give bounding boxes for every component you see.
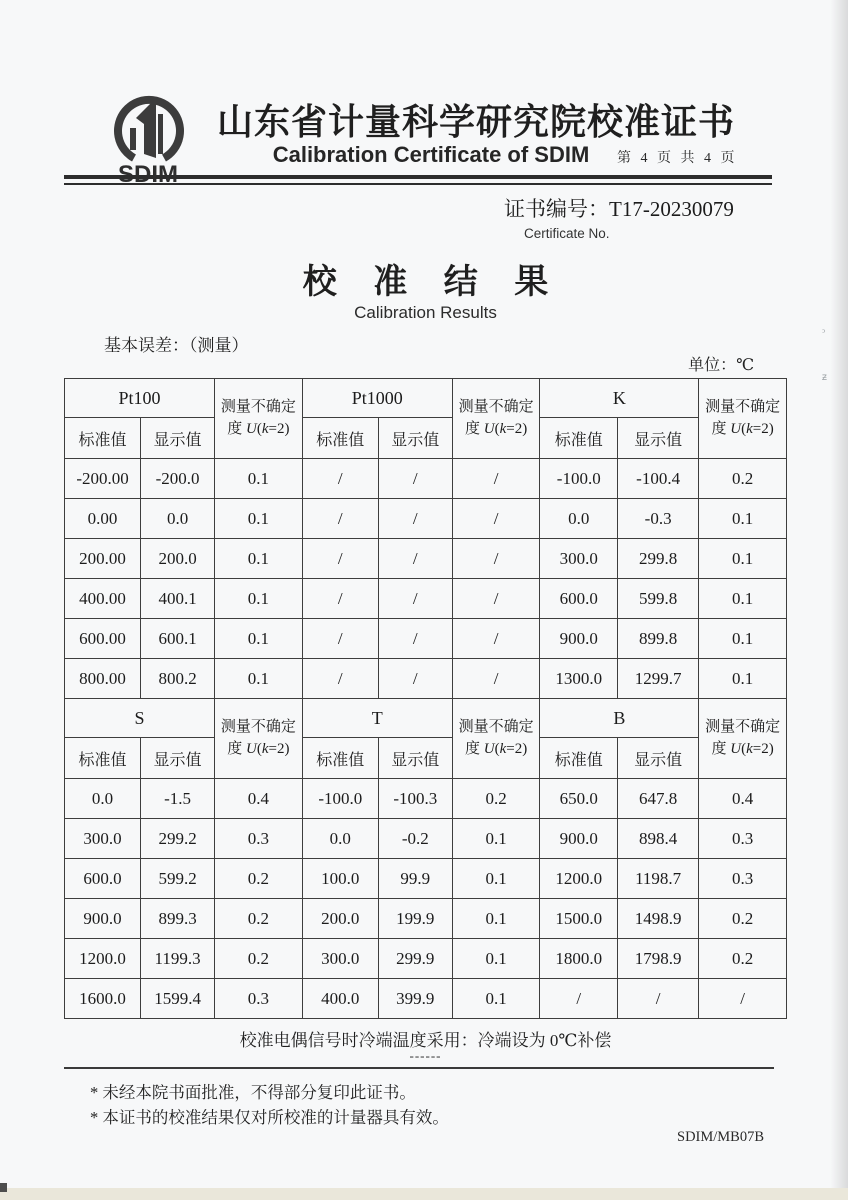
table-cell: / [540, 979, 618, 1019]
separator-dashes: ------ [409, 1048, 442, 1063]
table-cell: 1800.0 [540, 939, 618, 979]
column-group-header: K [540, 379, 699, 418]
certificate-number: 证书编号：T17-20230079 [504, 197, 734, 221]
table-cell: 299.2 [141, 819, 215, 859]
table-cell: 0.1 [699, 619, 787, 659]
footer-note-2: * 本证书的校准结果仅对所校准的计量器具有效。 [90, 1108, 449, 1127]
table-cell: 0.3 [699, 819, 787, 859]
table-cell: 1198.7 [618, 859, 699, 899]
table-cell: 0.2 [215, 899, 303, 939]
table-cell: 0.00 [65, 499, 141, 539]
calibration-results-tables [64, 378, 787, 1019]
measurement-item-label: 基本误差：（测量） [104, 336, 249, 355]
table-cell: 599.8 [618, 579, 699, 619]
table-cell: / [452, 659, 540, 699]
table-cell: 900.0 [540, 819, 618, 859]
table-cell: 0.0 [302, 819, 378, 859]
certificate-title-cn: 山东省计量科学研究院校准证书 [216, 102, 735, 142]
table-cell: 0.1 [699, 499, 787, 539]
table-cell: 0.3 [215, 819, 303, 859]
table-cell: 99.9 [378, 859, 452, 899]
table-cell: 200.0 [302, 899, 378, 939]
table-cell: / [452, 579, 540, 619]
table-cell: -200.0 [141, 459, 215, 499]
column-sub-header: 标准值 [540, 418, 618, 459]
column-sub-header: 标准值 [65, 738, 141, 779]
section-title-en: Calibration Results [354, 303, 497, 322]
table-cell: 0.2 [699, 939, 787, 979]
cold-junction-note: 校准电偶信号时冷端温度采用：冷端设为 0℃补偿 [239, 1031, 612, 1050]
column-sub-header: 显示值 [141, 738, 215, 779]
table-cell: / [302, 539, 378, 579]
table-cell: / [618, 979, 699, 1019]
table-cell: 1200.0 [65, 939, 141, 979]
table-cell: 0.0 [141, 499, 215, 539]
table-row [65, 619, 787, 659]
column-group-header: B [540, 699, 699, 738]
table-row [65, 659, 787, 699]
uncertainty-header: 测量不确定 度 U(k=2) [215, 699, 303, 779]
table-cell: -100.0 [540, 459, 618, 499]
table-cell: -100.0 [302, 779, 378, 819]
table-row [65, 819, 787, 859]
table-cell: / [302, 459, 378, 499]
table-cell: -0.3 [618, 499, 699, 539]
column-sub-header: 显示值 [618, 418, 699, 459]
uncertainty-header: 测量不确定 度 U(k=2) [699, 699, 787, 779]
table-cell: 1599.4 [141, 979, 215, 1019]
table-cell: 0.2 [215, 859, 303, 899]
table-cell: 899.3 [141, 899, 215, 939]
table-cell: 600.0 [540, 579, 618, 619]
table-cell: 900.0 [540, 619, 618, 659]
table-cell: 300.0 [540, 539, 618, 579]
logo-text: SDIM [118, 161, 178, 186]
table-cell: / [378, 539, 452, 579]
table-cell: 899.8 [618, 619, 699, 659]
table-row [65, 539, 787, 579]
table-cell: 299.9 [378, 939, 452, 979]
table-cell: 0.1 [452, 939, 540, 979]
table-cell: 898.4 [618, 819, 699, 859]
unit-label: 单位：℃ [688, 357, 754, 374]
table-cell: -1.5 [141, 779, 215, 819]
column-sub-header: 显示值 [378, 418, 452, 459]
table-row [65, 459, 787, 499]
table-row [65, 899, 787, 939]
certificate-title-en: Calibration Certificate of SDIM [272, 142, 590, 167]
table-cell: / [302, 659, 378, 699]
table-cell: 399.9 [378, 979, 452, 1019]
uncertainty-header: 测量不确定 度 U(k=2) [452, 379, 540, 459]
table-cell: 200.0 [141, 539, 215, 579]
column-sub-header: 标准值 [302, 418, 378, 459]
table-cell: 1600.0 [65, 979, 141, 1019]
column-sub-header: 显示值 [141, 418, 215, 459]
sdim-logo [94, 84, 202, 186]
table-cell: 0.2 [215, 939, 303, 979]
uncertainty-header: 测量不确定 度 U(k=2) [699, 379, 787, 459]
table-cell: 0.1 [215, 579, 303, 619]
column-group-header: S [65, 699, 215, 738]
table-cell: / [452, 459, 540, 499]
table-cell: 800.2 [141, 659, 215, 699]
table-cell: 0.4 [699, 779, 787, 819]
table-cell: / [378, 619, 452, 659]
table-cell: 100.0 [302, 859, 378, 899]
table-row [65, 859, 787, 899]
table-cell: 0.2 [699, 459, 787, 499]
uncertainty-header: 测量不确定 度 U(k=2) [215, 379, 303, 459]
table-cell: 0.1 [452, 899, 540, 939]
scan-edge-shadow [830, 0, 848, 1200]
table-cell: / [699, 979, 787, 1019]
table-cell: 650.0 [540, 779, 618, 819]
table-cell: -100.4 [618, 459, 699, 499]
table-cell: 800.00 [65, 659, 141, 699]
table-cell: 200.00 [65, 539, 141, 579]
scan-bottom-band [0, 1188, 848, 1200]
table-cell: -0.2 [378, 819, 452, 859]
table-cell: / [378, 459, 452, 499]
table-cell: 0.1 [215, 539, 303, 579]
scan-corner-mark [0, 1183, 7, 1192]
column-sub-header: 显示值 [618, 738, 699, 779]
table-cell: / [452, 499, 540, 539]
certificate-number-caption: Certificate No. [524, 226, 610, 241]
column-sub-header: 标准值 [540, 738, 618, 779]
table-cell: 0.0 [540, 499, 618, 539]
table-cell: 600.1 [141, 619, 215, 659]
results-table-1 [64, 378, 787, 699]
table-cell: / [302, 579, 378, 619]
table-cell: 1798.9 [618, 939, 699, 979]
page-number-label: 第 4 页 共 4 页 [617, 151, 738, 166]
table-cell: 0.1 [215, 499, 303, 539]
uncertainty-header: 测量不确定 度 U(k=2) [452, 699, 540, 779]
table-cell: 199.9 [378, 899, 452, 939]
logo-one-shape [136, 98, 156, 158]
table-cell: 1299.7 [618, 659, 699, 699]
table-cell: 600.00 [65, 619, 141, 659]
table-cell: 0.2 [699, 899, 787, 939]
table-cell: -100.3 [378, 779, 452, 819]
column-sub-header: 显示值 [378, 738, 452, 779]
column-group-header: T [302, 699, 452, 738]
table-cell: 400.0 [302, 979, 378, 1019]
header-divider [64, 175, 772, 185]
table-cell: 1200.0 [540, 859, 618, 899]
scan-speck: ᵓ [822, 328, 826, 339]
table-cell: 1498.9 [618, 899, 699, 939]
footer-divider [64, 1067, 774, 1069]
table-cell: 0.1 [452, 979, 540, 1019]
table-cell: 0.3 [215, 979, 303, 1019]
results-table-2 [64, 698, 787, 1019]
table-cell: 299.8 [618, 539, 699, 579]
column-sub-header: 标准值 [302, 738, 378, 779]
table-cell: 0.1 [215, 619, 303, 659]
scan-speck: ᵶ [822, 372, 827, 383]
table-cell: / [378, 579, 452, 619]
table-cell: 300.0 [302, 939, 378, 979]
table-cell: 1500.0 [540, 899, 618, 939]
table-cell: 0.0 [65, 779, 141, 819]
table-cell: 0.2 [452, 779, 540, 819]
table-cell: 0.1 [452, 819, 540, 859]
table-cell: 600.0 [65, 859, 141, 899]
table-row [65, 979, 787, 1019]
table-row [65, 499, 787, 539]
table-cell: 300.0 [65, 819, 141, 859]
table-cell: / [378, 499, 452, 539]
table-cell: 400.00 [65, 579, 141, 619]
table-row [65, 579, 787, 619]
table-cell: -200.00 [65, 459, 141, 499]
footer-note-1: * 未经本院书面批准，不得部分复印此证书。 [90, 1083, 416, 1102]
table-cell: / [302, 619, 378, 659]
table-cell: / [452, 619, 540, 659]
table-cell: 900.0 [65, 899, 141, 939]
table-cell: 0.1 [452, 859, 540, 899]
table-cell: 0.4 [215, 779, 303, 819]
table-cell: 647.8 [618, 779, 699, 819]
table-cell: 1300.0 [540, 659, 618, 699]
table-cell: / [302, 499, 378, 539]
form-code: SDIM/MB07B [677, 1129, 765, 1145]
column-group-header: Pt1000 [302, 379, 452, 418]
table-cell: 0.1 [699, 579, 787, 619]
column-group-header: Pt100 [65, 379, 215, 418]
section-title-cn: 校 准 结 果 [302, 264, 563, 301]
table-cell: 0.1 [215, 659, 303, 699]
table-cell: 0.1 [699, 539, 787, 579]
table-cell: 0.1 [215, 459, 303, 499]
table-cell: / [378, 659, 452, 699]
table-row [65, 939, 787, 979]
column-sub-header: 标准值 [65, 418, 141, 459]
table-cell: / [452, 539, 540, 579]
table-cell: 400.1 [141, 579, 215, 619]
table-cell: 1199.3 [141, 939, 215, 979]
table-row [65, 779, 787, 819]
table-cell: 0.3 [699, 859, 787, 899]
table-cell: 0.1 [699, 659, 787, 699]
table-cell: 599.2 [141, 859, 215, 899]
